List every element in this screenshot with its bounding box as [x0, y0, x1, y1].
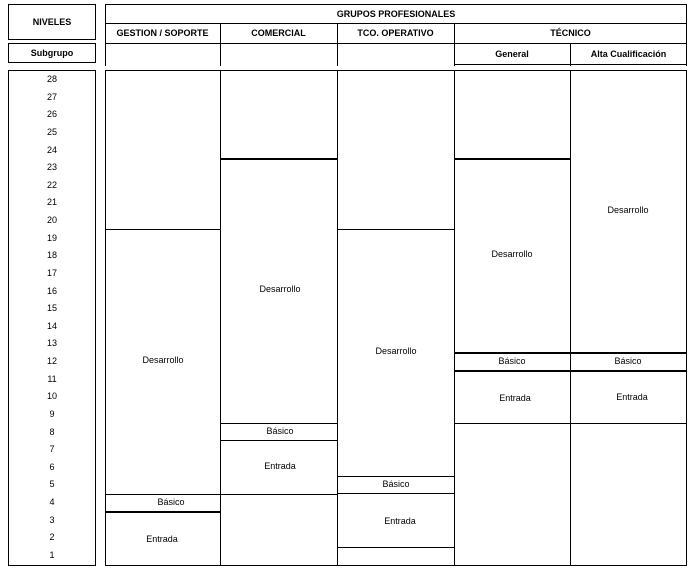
level-number: 15 [46, 303, 57, 314]
tco-entrada: Entrada [384, 516, 416, 526]
general-desarrollo-top [454, 158, 570, 160]
general-entrada-top [454, 370, 570, 372]
grupos-profesionales-title: GRUPOS PROFESIONALES [336, 8, 456, 19]
level-number: 11 [47, 373, 57, 384]
comercial-desarrollo: Desarrollo [259, 284, 301, 294]
comercial-basico-top [220, 423, 337, 424]
level-number: 27 [46, 91, 57, 102]
level-number: 19 [46, 232, 57, 243]
comercial-entrada: Entrada [264, 461, 296, 471]
level-number: 23 [46, 162, 57, 173]
subheader-general: General [495, 49, 529, 59]
level-number: 4 [49, 497, 55, 508]
general-entrada: Entrada [499, 393, 531, 403]
gestion-basico: Básico [157, 497, 185, 507]
tco-desarrollo: Desarrollo [375, 346, 417, 356]
level-number: 1 [49, 550, 55, 560]
subheader-alta-cualificacion: Alta Cualificación [590, 49, 667, 59]
tco-desarrollo-top [337, 229, 454, 230]
alta-entrada-top [570, 370, 687, 372]
alta-entrada: Entrada [616, 392, 648, 402]
tco-basico-top [337, 476, 454, 477]
subgrupo-label: Subgrupo [30, 48, 74, 58]
level-number: 9 [49, 408, 55, 419]
tco-basico: Básico [382, 479, 410, 489]
grid-col-divider-4 [570, 70, 571, 566]
tecnico-sub-divider [454, 64, 687, 65]
comercial-desarrollo-top [220, 158, 337, 160]
alta-basico: Básico [614, 356, 642, 366]
level-number: 14 [46, 320, 57, 331]
gestion-entrada-top [105, 511, 220, 513]
level-number: 18 [46, 250, 57, 261]
level-number: 5 [49, 479, 55, 490]
alta-basico-top [570, 352, 687, 354]
alta-entrada-bottom [570, 423, 687, 424]
tco-entrada-bottom [337, 547, 454, 548]
grid-col-divider-3 [454, 70, 455, 566]
level-number: 20 [46, 215, 57, 226]
grid-body [105, 70, 687, 566]
general-basico: Básico [498, 356, 526, 366]
level-number: 17 [46, 267, 57, 278]
level-number: 8 [49, 426, 55, 437]
level-number: 22 [46, 179, 57, 190]
col-header-gestion: GESTION / SOPORTE [116, 28, 209, 38]
comercial-entrada-bottom [220, 494, 337, 495]
niveles-label: NIVELES [32, 17, 72, 27]
gestion-desarrollo-top [105, 229, 220, 230]
col-header-tecnico: TÉCNICO [550, 28, 591, 38]
level-number: 7 [49, 444, 55, 455]
alta-desarrollo: Desarrollo [607, 205, 649, 215]
level-number: 13 [46, 338, 57, 349]
general-desarrollo: Desarrollo [491, 249, 533, 259]
level-number: 6 [49, 461, 55, 472]
comercial-basico: Básico [266, 426, 294, 436]
grid-col-divider-2 [337, 70, 338, 566]
level-number: 3 [49, 514, 55, 525]
comercial-entrada-top [220, 440, 337, 441]
gestion-basico-top [105, 494, 220, 495]
level-number: 2 [49, 532, 55, 543]
gestion-entrada: Entrada [146, 534, 178, 544]
level-number: 25 [46, 126, 57, 137]
level-number: 16 [46, 285, 57, 296]
tco-entrada-top [337, 493, 454, 494]
col-header-tco-operativo: TCO. OPERATIVO [357, 28, 434, 38]
general-entrada-bottom [454, 423, 570, 424]
general-basico-top [454, 352, 570, 354]
level-number: 24 [46, 144, 57, 155]
level-number: 10 [46, 391, 57, 402]
gestion-desarrollo: Desarrollo [142, 355, 184, 365]
level-number: 28 [46, 74, 57, 84]
level-number: 26 [46, 109, 57, 120]
level-number: 21 [46, 197, 57, 208]
level-number: 12 [46, 356, 57, 367]
col-header-comercial: COMERCIAL [251, 28, 306, 38]
grid-col-divider-1 [220, 70, 221, 566]
